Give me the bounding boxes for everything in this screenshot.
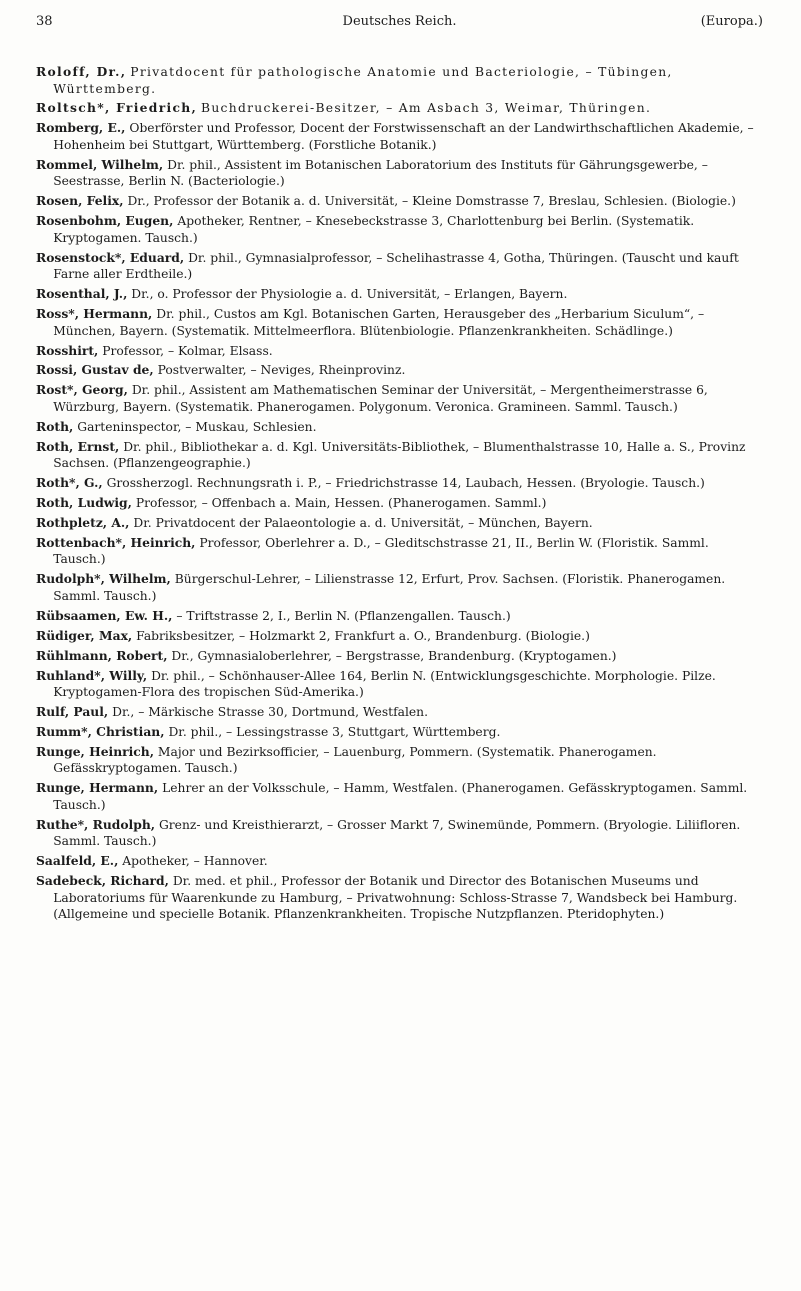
directory-entry xyxy=(36,668,763,701)
entry-name: Rulf, Paul, xyxy=(36,704,109,720)
directory-entry xyxy=(36,724,763,741)
directory-entry xyxy=(36,157,763,190)
entry-name: Rudolph*, Wilhelm, xyxy=(36,571,171,587)
entry-text: Dr. Privatdocent der Palaeontologie a. d. Universität, – München, Bayern. xyxy=(133,516,593,530)
entry-text: Dr., Professor der Botanik a. d. Universität, – Kleine Domstrasse 7, Breslau, Schlesien. (Biologie.) xyxy=(127,194,736,209)
directory-entry xyxy=(36,744,763,777)
entry-text: Garteninspector, – Muskau, Schlesien. xyxy=(77,419,317,434)
entry-text: Major und Bezirksofficier, – Lauenburg, Pommern. (Systematik. Phanerogamen. Gefässkryptogamen. Tausch.) xyxy=(53,744,657,776)
entry-name: Ross*, Hermann, xyxy=(36,306,153,322)
entry-text: Dr. med. et phil., Professor der Botanik und Director des Botanischen Museums und Laboratoriums für Waarenkunde zu Hamburg, – Privatwohnung: Schloss-Strasse 7, Wandsbeck bei Hamburg. (Allgemeine und specielle Botanik. Pflanzenkrankheiten. Tropische Nutzpflanzen. Pteridophyten.) xyxy=(53,874,738,922)
entry-name: Roth*, G., xyxy=(36,475,103,491)
directory-entry xyxy=(36,704,763,721)
entry-name: Romberg, E., xyxy=(36,120,126,136)
directory-entry xyxy=(36,571,763,604)
entry-text: Dr. phil., – Schönhauser-Allee 164, Berlin N. (Entwicklungsgeschichte. Morphologie. Pilze. Kryptogamen-Flora des tropischen Süd-Amerika.) xyxy=(53,668,716,700)
entry-name: Ruthe*, Rudolph, xyxy=(36,816,156,832)
directory-entry xyxy=(36,100,763,117)
directory-entry xyxy=(36,382,763,415)
entry-text: Professor, Oberlehrer a. D., – Gleditschstrasse 21, II., Berlin W. (Floristik. Samml. Tausch.) xyxy=(53,535,709,567)
entry-name: Rosenthal, J., xyxy=(36,286,128,302)
entry-name: Rommel, Wilhelm, xyxy=(36,156,164,172)
directory-entry xyxy=(36,817,763,850)
entry-name: Rosen, Felix, xyxy=(36,193,124,209)
entry-name: Roth, Ernst, xyxy=(36,438,120,454)
entry-name: Roth, xyxy=(36,418,74,434)
entry-name: Roth, Ludwig, xyxy=(36,495,132,511)
entry-name: Runge, Hermann, xyxy=(36,780,159,796)
entry-text: Dr. phil., Assistent im Botanischen Laboratorium des Instituts für Gährungsgewerbe, – Seestrasse, Berlin N. (Bacteriologie.) xyxy=(53,157,708,189)
entry-text: Grossherzogl. Rechnungsrath i. P., – Friedrichstrasse 14, Laubach, Hessen. (Bryologie. Tausch.) xyxy=(106,476,705,491)
entry-name: Rossi, Gustav de, xyxy=(36,362,154,378)
directory-entry xyxy=(36,439,763,472)
directory-entry xyxy=(36,362,763,379)
directory-entry xyxy=(36,475,763,492)
entry-text: Apotheker, Rentner, – Knesebeckstrasse 3, Charlottenburg bei Berlin. (Systematik. Kryptogamen. Tausch.) xyxy=(53,214,695,245)
entry-name: Rosenstock*, Eduard, xyxy=(36,249,185,265)
directory-entry xyxy=(36,64,763,97)
directory-entry xyxy=(36,853,763,870)
entry-name: Rosenbohm, Eugen, xyxy=(36,213,174,229)
entry-name: Rost*, Georg, xyxy=(36,382,128,398)
entry-text: Privatdocent für pathologische Anatomie und Bacteriologie, – Tübingen, Württemberg. xyxy=(53,65,673,96)
entry-text: Dr., – Märkische Strasse 30, Dortmund, Westfalen. xyxy=(112,705,428,720)
entry-name: Sadebeck, Richard, xyxy=(36,873,169,889)
entry-text: Bürgerschul-Lehrer, – Lilienstrasse 12, Erfurt, Prov. Sachsen. (Floristik. Phanerogamen. Samml. Tausch.) xyxy=(53,572,726,603)
directory-entry xyxy=(36,120,763,153)
entry-name: Rüdiger, Max, xyxy=(36,627,133,643)
directory-entry xyxy=(36,515,763,532)
directory-entry xyxy=(36,608,763,625)
entry-text: Dr., o. Professor der Physiologie a. d. Universität, – Erlangen, Bayern. xyxy=(131,287,568,302)
entry-text: Professor, – Offenbach a. Main, Hessen. (Phanerogamen. Samml.) xyxy=(135,496,547,511)
directory-entry xyxy=(36,495,763,512)
directory-entry xyxy=(36,343,763,360)
page-header xyxy=(36,14,763,34)
entry-text: Apotheker, – Hannover. xyxy=(122,854,268,869)
entry-text: Lehrer an der Volksschule, – Hamm, Westfalen. (Phanerogamen. Gefässkryptogamen. Samml. Tausch.) xyxy=(53,781,748,812)
entry-text: Dr. phil., Bibliothekar a. d. Kgl. Universitäts-Bibliothek, – Blumenthalstrasse 10, Halle a. S., Provinz Sachsen. (Pflanzengeographie.) xyxy=(53,439,746,471)
directory-entry xyxy=(36,780,763,813)
directory-entry xyxy=(36,873,763,923)
directory-entry xyxy=(36,306,763,339)
entry-name: Ruhland*, Willy, xyxy=(36,667,148,683)
entry-text: Dr. phil., Assistent am Mathematischen Seminar der Universität, – Mergentheimerstrasse 6, Würzburg, Bayern. (Systematik. Phanerogamen. Polygonum. Veronica. Gramineen. Samml. Tausch.) xyxy=(53,383,708,414)
directory-entry xyxy=(36,193,763,210)
entry-name: Roltsch*, Friedrich, xyxy=(36,100,198,116)
directory-entry xyxy=(36,648,763,665)
entry-name: Rottenbach*, Heinrich, xyxy=(36,534,196,550)
directory-entry xyxy=(36,286,763,303)
directory-entries xyxy=(36,64,763,923)
entry-name: Roloff, Dr., xyxy=(36,64,127,79)
entry-name: Rothpletz, A., xyxy=(36,515,130,530)
entry-name: Rumm*, Christian, xyxy=(36,723,165,739)
entry-text: Dr. phil., Gymnasialprofessor, – Schelihastrasse 4, Gotha, Thüringen. (Tauscht und kauft Farne aller Erdtheile.) xyxy=(53,250,739,282)
page-number: 38 xyxy=(36,14,53,29)
entry-text: – Triftstrasse 2, I., Berlin N. (Pflanzengallen. Tausch.) xyxy=(176,608,511,623)
entry-name: Runge, Heinrich, xyxy=(36,743,154,759)
directory-entry xyxy=(36,628,763,645)
region-label: (Europa.) xyxy=(700,14,763,29)
entry-text: Professor, – Kolmar, Elsass. xyxy=(102,343,273,358)
entry-text: Dr. phil., Custos am Kgl. Botanischen Garten, Herausgeber des „Herbarium Siculum“, – München, Bayern. (Systematik. Mittelmeerflora. Blütenbiologie. Pflanzenkrankheiten. Schädlinge.) xyxy=(53,307,705,338)
directory-entry xyxy=(36,213,763,246)
directory-entry xyxy=(36,419,763,436)
running-title: Deutsches Reich. xyxy=(342,14,457,29)
entry-text: Fabriksbesitzer, – Holzmarkt 2, Frankfurt a. O., Brandenburg. (Biologie.) xyxy=(136,628,590,643)
entry-text: Dr. phil., – Lessingstrasse 3, Stuttgart, Württemberg. xyxy=(168,724,501,739)
entry-text: Grenz- und Kreisthierarzt, – Grosser Markt 7, Swinemünde, Pommern. (Bryologie. Liliifloren. Samml. Tausch.) xyxy=(53,817,741,849)
entry-name: Rübsaamen, Ew. H., xyxy=(36,607,173,623)
directory-entry xyxy=(36,535,763,568)
entry-text: Postverwalter, – Neviges, Rheinprovinz. xyxy=(157,363,406,378)
entry-text: Buchdruckerei-Besitzer, – Am Asbach 3, Weimar, Thüringen. xyxy=(200,101,652,116)
entry-text: Dr., Gymnasialoberlehrer, – Bergstrasse, Brandenburg. (Kryptogamen.) xyxy=(171,648,617,663)
entry-text: Oberförster und Professor, Docent der Forstwissenschaft an der Landwirthschaftlichen Akademie, – Hohenheim bei Stuttgart, Württemberg. (Forstliche Botanik.) xyxy=(53,121,754,152)
directory-entry xyxy=(36,250,763,283)
entry-name: Saalfeld, E., xyxy=(36,853,119,869)
entry-name: Rosshirt, xyxy=(36,342,99,358)
entry-name: Rühlmann, Robert, xyxy=(36,647,168,663)
